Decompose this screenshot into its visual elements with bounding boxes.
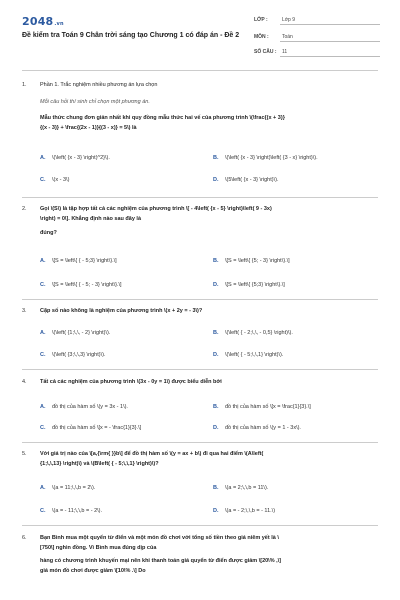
option-text: đồ thị của hàm số \[x = \frac{1}{3}.\] [225, 404, 311, 410]
option-letter: C. [40, 425, 46, 431]
option-letter: C. [40, 352, 46, 358]
option-letter: C. [40, 177, 46, 183]
question-line-2: {(x - 3)} + \frac{(2x - 1)}{(3 - x)} = 5\) là [40, 124, 137, 131]
option-text: \(\left( {1;\,\, - 2} \right)\). [52, 330, 111, 336]
question-line-3: đúng? [40, 230, 57, 236]
option-letter: A. [40, 258, 46, 264]
meta-count-row [254, 46, 380, 58]
question-number: 6. [22, 535, 27, 541]
question-divider [22, 442, 378, 443]
option-text: \(a = 11;\,\,b = 2\). [52, 485, 96, 491]
meta-class-underline [280, 24, 380, 25]
option-text: \(\left( { - 5;\,\,1} \right)\). [225, 352, 284, 358]
option-letter: B. [213, 404, 219, 410]
question-body [40, 81, 372, 133]
question-divider [22, 299, 378, 300]
question-line-2: [750\] nghìn đồng. Vì Bình mua đúng dịp của [40, 544, 157, 551]
option-letter: D. [213, 425, 219, 431]
question-divider [22, 197, 378, 198]
option-letter: A. [40, 404, 46, 410]
option-text: \[S = \left\{ {5; - 3} \right\}.\] [225, 258, 290, 264]
option-letter: A. [40, 485, 46, 491]
option-letter: A. [40, 155, 46, 161]
option-text: \(5\left( {x - 3} \right)\). [225, 177, 279, 183]
option-text: \[S = \left\{ {5;3} \right\}.\] [225, 282, 285, 288]
question-number: 2. [22, 206, 27, 212]
option-text: \[S = \left\{ { - 5;3} \right\}.\] [52, 258, 117, 264]
question-number: 1. [22, 82, 27, 88]
section-heading: Phần 1. Trắc nghiệm nhiều phương án lựa chọn [40, 82, 158, 88]
meta-class-row [254, 14, 380, 26]
question-line-1: Mẫu thức chung đơn giản nhất khi quy đồng mẫu thức hai vế của phương trình \(\frac{(x + 3)} [40, 115, 285, 121]
option-letter: B. [213, 258, 219, 264]
option-text: đồ thị của hàm số \(y = 3x - 1\). [52, 404, 128, 410]
meta-subject-underline [280, 41, 380, 42]
question-number: 5. [22, 451, 27, 457]
option-text: \(\left( {3;\,\,3} \right)\). [52, 352, 106, 358]
option-letter: D. [213, 177, 219, 183]
option-letter: C. [40, 282, 46, 288]
option-letter: C. [40, 508, 46, 514]
question-body [40, 450, 372, 469]
question-number: 4. [22, 379, 27, 385]
question-line-1: Bạn Bình mua một quyển từ điển và một món đồ chơi với tổng số tiền theo giá niêm yết là \ [40, 535, 279, 541]
question-line-3: hàng có chương trình khuyến mại nên khi thanh toán giá quyển từ điển được giảm \[20\% ,\] [40, 558, 282, 564]
option-letter: D. [213, 282, 219, 288]
option-text: đồ thị của hàm số \[x = - \frac{1}{3}.\] [52, 425, 142, 431]
option-letter: D. [213, 508, 219, 514]
meta-subject-value: Toán [282, 34, 293, 40]
question-line-1: Với giá trị nào của \[a,{\rm{ }}b\] để đồ thị hàm số \(y = ax + b\) đi qua hai điểm \(A\left( [40, 451, 264, 457]
site-logo[interactable] [22, 15, 64, 28]
option-letter: B. [213, 330, 219, 336]
option-text: \(\left( {x - 3} \right)^2}\). [52, 155, 110, 161]
question-line-1: Tất cả các nghiệm của phương trình \(3x - 0y = 1\) được biểu diễn bởi [40, 379, 222, 385]
option-text: \(a = - 2;\,\,b = - 11.\) [225, 508, 276, 514]
question-body [40, 534, 372, 576]
meta-class-label: LỚP : [254, 17, 268, 23]
option-text: \(\left( { - 2;\,\, - 0,5} \right)\). [225, 330, 293, 336]
option-letter: A. [40, 330, 46, 336]
question-line-1: Cặp số nào không là nghiệm của phương trình \(x + 2y = - 3\)? [40, 308, 203, 314]
question-line-2: {1;\,\,13} \right)\) và \(B\left( { - 5;\,\,1} \right)\)? [40, 460, 159, 467]
question-line-4: giá món đồ chơi được giảm \[10\% .\] Do [40, 567, 146, 574]
option-letter: B. [213, 155, 219, 161]
option-text: \(a = - 11;\,\,b = - 2\). [52, 508, 103, 514]
question-divider [22, 525, 378, 526]
question-line-2: \right) = 0\]. Khẳng định nào sau đây là [40, 215, 141, 222]
option-text: \[S = \left\{ { - 5; - 3} \right\}.\] [52, 282, 122, 288]
page-header [0, 0, 400, 70]
meta-subject-row [254, 31, 380, 43]
document-title: Đề kiểm tra Toán 9 Chân trời sáng tạo Chương 1 có đáp án - Đề 2 [22, 32, 240, 39]
option-letter: B. [213, 485, 219, 491]
meta-count-underline [280, 56, 380, 57]
section-instruction: Mỗi câu hỏi thí sinh chỉ chọn một phương án. [40, 98, 150, 105]
question-divider [22, 369, 378, 370]
question-body [40, 378, 372, 388]
question-number: 3. [22, 308, 27, 314]
option-text: \(a = 2;\,\,b = 11\). [225, 485, 269, 491]
question-body [40, 307, 372, 317]
meta-count-value: 11 [282, 49, 288, 55]
question-line-1: Gọi \(S\) là tập hợp tất cả các nghiệm của phương trình \[ - 4\left( {x - 5} \right)\left( 9 - 3x) [40, 206, 272, 212]
logo-main-text: 2048 [22, 15, 54, 28]
meta-count-label: SỐ CÂU : [254, 49, 277, 55]
option-text: \(x - 3\) [52, 177, 70, 183]
logo-suffix-text: .vn [54, 21, 64, 27]
header-divider [22, 70, 378, 71]
question-body [40, 205, 372, 239]
option-text: đồ thị của hàm số \(y = 1 - 3x\). [225, 425, 301, 431]
meta-class-value: Lớp 9 [282, 17, 296, 23]
meta-subject-label: MÔN : [254, 34, 269, 40]
option-text: \(\left( {x - 3} \right)\left( {3 - x} \right)\). [225, 155, 318, 161]
option-letter: D. [213, 352, 219, 358]
